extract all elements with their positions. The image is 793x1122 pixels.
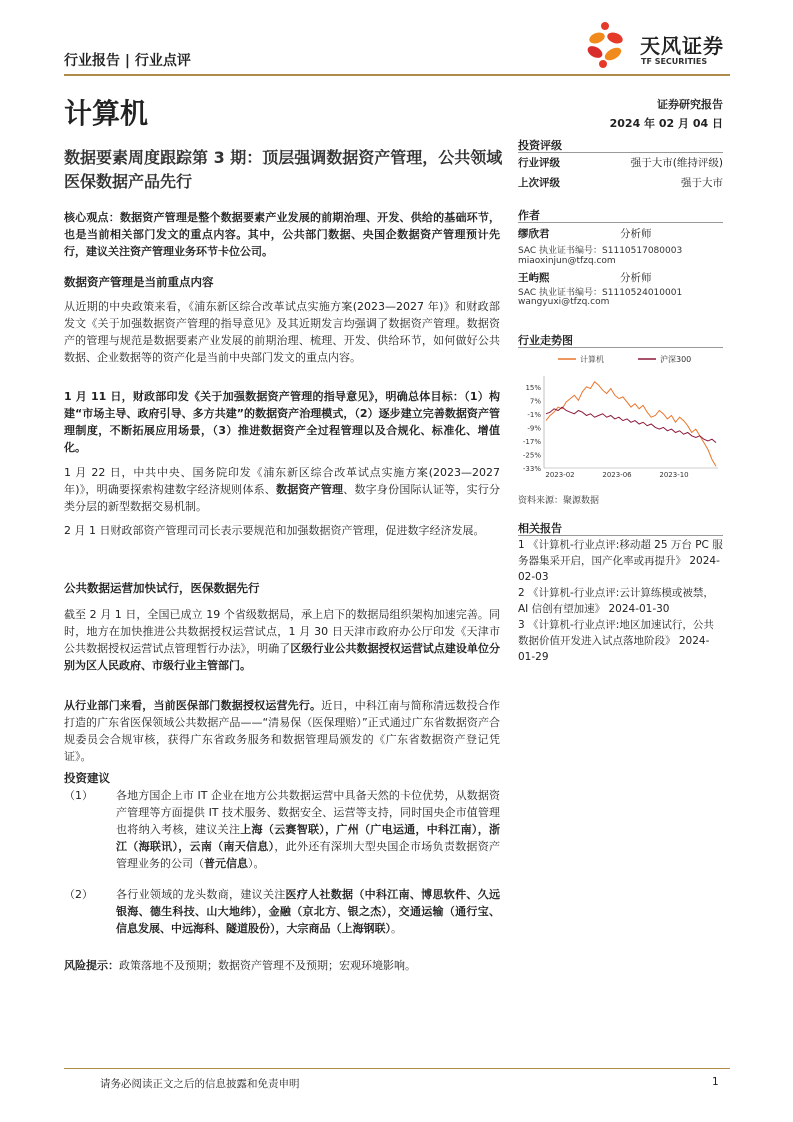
risk-label: 风险提示：: [64, 959, 119, 972]
series-line: [546, 407, 716, 443]
author-sac: SAC 执业证书编号：S1110524010001: [518, 288, 683, 298]
y-tick-label: -33%: [522, 465, 541, 473]
related-report[interactable]: [518, 537, 723, 585]
y-tick-label: 15%: [525, 383, 541, 392]
related-report-title[interactable]: 1 《计算机-行业点评:移动超 25 万台 PC 服务器集采开启，国产化率或再提升》: [518, 539, 723, 567]
invest-item-stocks: 普元信息: [204, 857, 248, 870]
logo-brand-cn: 天风证券: [640, 34, 724, 58]
section1-p3: [64, 464, 500, 515]
sidebar-divider: [518, 152, 723, 153]
y-tick-label: -17%: [522, 437, 541, 446]
related-report[interactable]: [518, 585, 723, 617]
x-tick-label: 2023-10: [659, 471, 689, 479]
footer-disclaimer[interactable]: 请务必阅读正文之后的信息披露和免责申明: [100, 1078, 300, 1090]
related-heading: 相关报告: [518, 522, 562, 535]
chart-source: 资料来源：聚源数据: [518, 496, 600, 506]
y-tick-label: -9%: [527, 424, 541, 433]
related-report[interactable]: [518, 617, 723, 665]
trend-chart: [518, 350, 723, 480]
risk-warning: [64, 957, 500, 974]
tf-logo-icon: [585, 18, 637, 70]
section1-p3b: 数据资产管理: [276, 483, 344, 496]
section1-heading: 数据资产管理是当前重点内容: [64, 275, 214, 289]
related-report-title[interactable]: 3 《计算机-行业点评:地区加速试行，公共数据价值开发进入试点落地阶段》: [518, 619, 714, 647]
author-sac: SAC 执业证书编号：S1110517080003: [518, 246, 683, 256]
author-name: 王屿熙: [518, 272, 550, 284]
invest-item-body: [116, 886, 500, 937]
invest-item-text: ）。: [248, 857, 265, 870]
y-tick-label: -1%: [527, 410, 541, 419]
core-view-label: 核心观点：: [64, 211, 120, 224]
core-view: [64, 209, 500, 260]
x-tick-label: 2023-06: [602, 471, 632, 479]
related-report-date: 2024-02-03: [518, 555, 720, 583]
last-rating-value: 强于大市: [681, 177, 723, 189]
legend-label: 计算机: [580, 355, 604, 364]
invest-item-text: 。: [391, 922, 402, 935]
related-report-date: 2024-01-30: [608, 603, 670, 615]
invest-item: [64, 787, 500, 883]
sidebar-divider: [518, 222, 723, 223]
author-heading: 作者: [518, 209, 540, 222]
header-divider: [64, 74, 730, 76]
sidebar-divider: [518, 535, 723, 536]
invest-item-stocks: 上海（云赛智联），广州（广电运通，中科江南），浙江（海联讯），云南（南天信息）: [116, 823, 501, 853]
section2-heading: 公共数据运营加快试行，医保数据先行: [64, 581, 260, 595]
last-rating-label: 上次评级: [518, 177, 560, 189]
invest-item-text: 各地方国企上市 IT 企业在地方公共数据运营中具备天然的卡位优势，从数据资产管理等方面提供 IT 技术服务、数据安全、运营等支持，同时国央企市值管理也将纳入考核，建议关注: [116, 789, 500, 836]
author-email[interactable]: miaoxinjun@tfzq.com: [518, 256, 616, 266]
industry-rating-label: 行业评级: [518, 157, 560, 169]
chart-heading: 行业走势图: [518, 334, 573, 347]
section2-p1a: 截至 2 月 1 日，全国已成立 19 个省级数据局，承上启下的数据局组织架构加速完善。同时，地方在加快推进公共数据授权运营试点，1 月 30 日天津市政府办公厅印发《天津市公共数据授权运营试点管理暂行办法》，明确了: [64, 608, 500, 655]
section1-p4: 2 月 1 日财政部资产管理司司长表示要规范和加强数据资产管理，促进数字经济发展。: [64, 524, 485, 537]
section2-p2a: 从行业部门来看，当前医保部门数据授权运营先行。: [64, 699, 322, 712]
author-email[interactable]: wangyuxi@tfzq.com: [518, 297, 610, 307]
risk-text: 政策落地不及预期；数据资产管理不及预期；宏观环境影响。: [119, 959, 416, 972]
page-number: 1: [712, 1076, 719, 1088]
invest-item-body: [116, 787, 500, 872]
footer-divider: [64, 1068, 730, 1069]
core-view-text: 数据资产管理是整个数据要素产业发展的前期治理、开发、供给的基础环节，也是当前相关部门发文的重点内容。其中，公共部门数据、央国企数据资产管理预计先行，建议关注资产管理业务环节卡位公司。: [64, 211, 500, 258]
industry-rating-row: [518, 155, 723, 170]
report-category: 行业报告 | 行业点评: [64, 53, 191, 69]
section2-p1: [64, 606, 500, 674]
last-rating-row: [518, 175, 723, 190]
section1-p3c: 、数字身份国际认证等，实行分类分层的新型数据交易机制。: [64, 483, 500, 513]
author-role: 分析师: [620, 228, 652, 240]
section1-p2: 1 月 11 日，财政部印发《关于加强数据资产管理的指导意见》，明确总体目标：（1）构建“市场主导、政府引导、多方共建”的数据资产治理模式，（2）逐步建立完善数据资产管理制度，不断拓展应用场景，（3）推进数据资产全过程管理以及合规化、标准化、增值化。: [64, 390, 500, 454]
rating-heading: 投资评级: [518, 139, 562, 152]
invest-item-stocks: 医疗人社数据（中科江南、博思软件、久远银海、德生科技、山大地纬），金融（京北方、银之杰），交通运输（通行宝、信息发展、中远海科、隧道股份），大宗商品（上海钢联）: [116, 888, 501, 935]
section1-p1: 从近期的中央政策来看，《浦东新区综合改革试点实施方案(2023—2027 年)》和财政部发文《关于加强数据资产管理的指导意见》及其近期发言均强调了数据资产管理。数据资产的管理与规范是数据要素产业发展的前期治理、梳理、开发、供给环节，如何做好公共数据、企业数据等的资产化是当前中央部门发文的重点内容。: [64, 300, 500, 364]
invest-item-num: （1）: [64, 789, 93, 802]
report-headline: 数据要素周度跟踪第 3 期：顶层强调数据资产管理，公共领域医保数据产品先行: [64, 148, 503, 191]
industry-rating-value: 强于大市(维持评级): [630, 157, 723, 169]
series-line: [546, 382, 716, 467]
section2-p1b: 区级行业公共数据授权运营试点建设单位分别为区人民政府、市级行业主管部门。: [64, 642, 501, 672]
report-date: 2024 年 02 月 04 日: [609, 117, 723, 130]
invest-item: [64, 886, 500, 954]
author-role: 分析师: [620, 272, 652, 284]
related-report-title[interactable]: 2 《计算机-行业点评:云计算练模或被禁，AI 信创有望加速》: [518, 587, 714, 615]
related-report-date: 2024-01-29: [518, 635, 710, 663]
section1-p3a: 1 月 22 日，中共中央、国务院印发《浦东新区综合改革试点实施方案(2023—2027 年)》，明确要探索构建数字经济规则体系、: [64, 466, 500, 496]
invest-heading: 投资建议: [64, 771, 110, 785]
logo-brand-en: TF SECURITIES: [641, 57, 708, 66]
y-tick-label: 7%: [529, 397, 541, 406]
section2-p2: [64, 697, 500, 765]
doc-type: 证券研究报告: [657, 98, 723, 111]
author-name: 缪欣君: [518, 228, 550, 240]
invest-item-num: （2）: [64, 888, 93, 901]
industry-title: 计算机: [64, 97, 149, 130]
section2-p2b: 近日，中科江南与简称清远数投合作打造的广东省医保领域公共数据产品——“清易保（医保理赔）”正式通过广东省数据资产合规委员会合规审核，获得广东省政务服务和数据管理局颁发的《广东省数据资产登记凭证》。: [64, 699, 501, 763]
legend-label: 沪深300: [660, 355, 692, 364]
y-tick-label: -25%: [522, 451, 541, 460]
sidebar-divider: [518, 347, 723, 348]
invest-item-text: 各行业领域的龙头数商，建议关注: [116, 888, 286, 901]
invest-item-text: ，此外还有深圳大型央国企市场负责数据资产管理业务的公司（: [116, 840, 501, 870]
x-tick-label: 2023-02: [545, 471, 575, 479]
